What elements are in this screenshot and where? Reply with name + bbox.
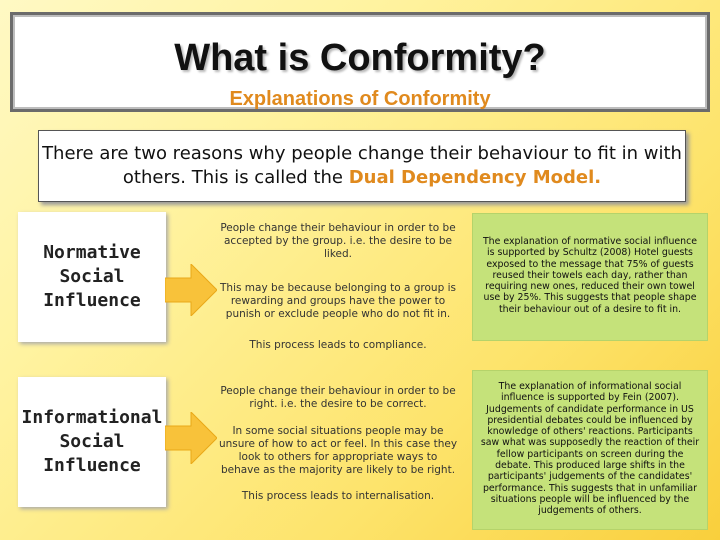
normative-evidence-box: The explanation of normative social influence is supported by Schultz (2008) Hotel guests exposed to the message that 75% of guests reused their towels each day, rather than requiring new ones, reduced their own towel use by 25%. This suggests that people shape their behaviour out of a desire to fit in. <box>472 213 708 341</box>
normative-description-1: People change their behaviour in order to be accepted by the group. i.e. the desire to be liked. <box>220 222 456 260</box>
right-arrow-icon <box>165 264 217 316</box>
informational-term-line2: Social <box>59 431 125 452</box>
normative-description-2: This may be because belonging to a group is rewarding and groups have the power to punish or exclude people who do not fit in. <box>220 282 456 320</box>
informational-description-2: In some social situations people may be unsure of how to act or feel. In this case they look to others for appropriate ways to behave as the majority are likely to be right. <box>218 425 458 476</box>
informational-description-1: People change their behaviour in order to be right. i.e. the desire to be correct. <box>220 385 456 410</box>
normative-term-line2: Social <box>59 266 125 287</box>
page-title: What is Conformity? <box>174 37 546 79</box>
title-box <box>10 12 710 112</box>
normative-term-line1: Normative <box>43 242 141 263</box>
informational-evidence-box: The explanation of informational social influence is supported by Fein (2007). Judgements of candidate performance in US presidential debates could be influenced by knowledge of others' reactions. Participants saw what was supposedly the reaction of their fellow participants on screen during the debate. This produced large shifts in the participants' judgements of the candidates' performance. This suggests that in unfamiliar situations people will be influenced by the judgements of others. <box>472 370 708 530</box>
informational-term-line1: Informational <box>21 407 163 428</box>
informational-description-3: This process leads to internalisation. <box>241 490 435 502</box>
right-arrow-icon <box>165 412 217 464</box>
intro-box <box>38 130 686 202</box>
normative-term-line3: Influence <box>43 290 141 311</box>
normative-description-3: This process leads to compliance. <box>249 339 427 351</box>
informational-term-line3: Influence <box>43 455 141 476</box>
intro-text: There are two reasons why people change their behaviour to fit in with others. This is called the <box>42 143 682 188</box>
page-subtitle: Explanations of Conformity <box>229 88 491 110</box>
normative-term-box <box>18 212 166 342</box>
informational-term-box <box>18 377 166 507</box>
dual-dependency-highlight: Dual Dependency Model. <box>348 167 602 188</box>
